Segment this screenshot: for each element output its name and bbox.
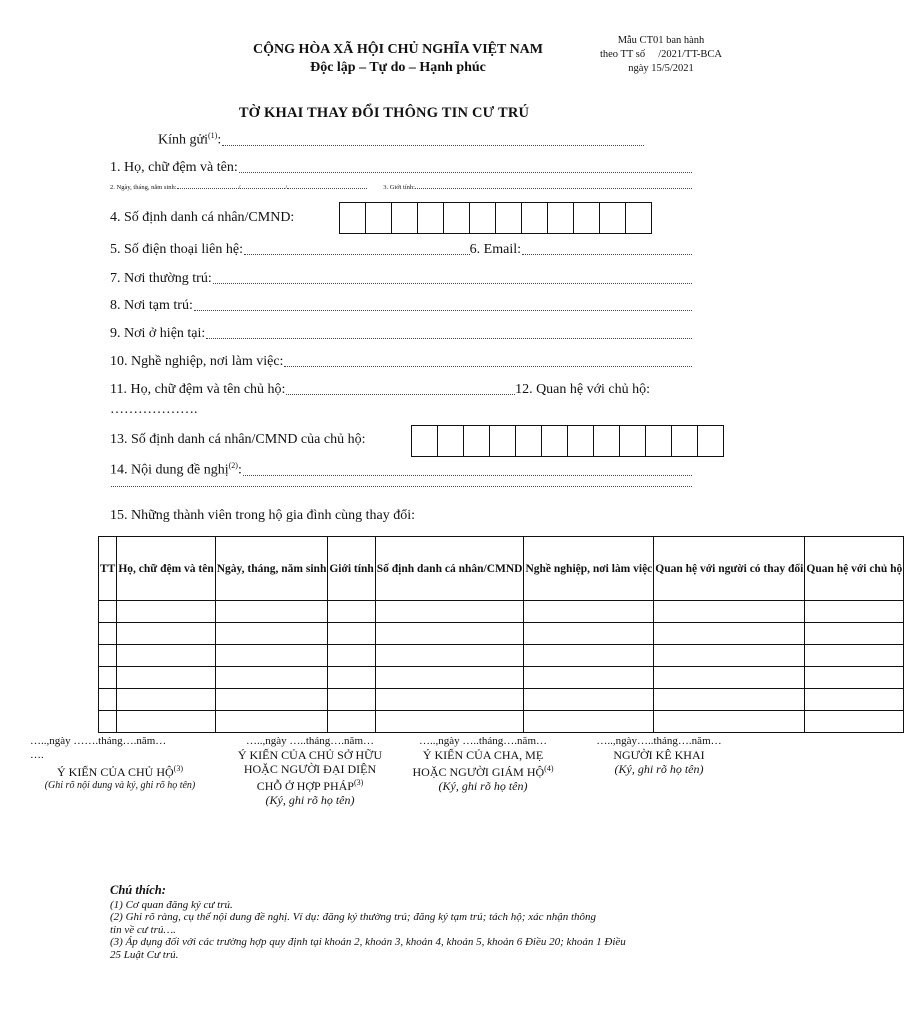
id-digit-box: [522, 203, 548, 233]
full-name-field[interactable]: [110, 160, 692, 176]
signature-note: (Ký, ghi rõ họ tên): [438, 779, 528, 793]
current-residence-field[interactable]: [110, 326, 692, 342]
recipient-field[interactable]: [158, 131, 644, 149]
id-digit-box: [548, 203, 574, 233]
form-code-line-2: theo TT số /2021/TT-BCA: [599, 49, 723, 60]
signature-date: …..,ngày …….tháng….năm…: [30, 735, 167, 747]
table-header-row: [99, 537, 904, 601]
permanent-residence-label: 7. Nơi thường trú:: [110, 271, 212, 286]
nation-title: CỘNG HÒA XÃ HỘI CHỦ NGHĨA VIỆT NAM: [252, 42, 543, 57]
table-row[interactable]: [99, 667, 904, 689]
recipient-label: Kính gửi$^{(1)}$:: [158, 131, 222, 148]
signature-title: Ý KIẾN CỦA CHỦ HỘ$^{(3)}$: [57, 764, 183, 779]
signature-title-1: Ý KIẾN CỦA CHA, MẸ: [422, 748, 544, 762]
signature-date: …..,ngày…..tháng….năm…: [596, 735, 722, 747]
id-number-boxes[interactable]: [339, 202, 652, 234]
job-label: 10. Nghề nghiệp, nơi làm việc:: [110, 354, 284, 369]
temporary-residence-label: 8. Nơi tạm trú:: [110, 298, 193, 313]
footnotes: [110, 884, 710, 961]
table-row[interactable]: [99, 711, 904, 733]
col-header-gender: Giới tính: [328, 537, 375, 601]
col-header-relation-changer: Quan hệ với người có thay đổi: [654, 537, 805, 601]
head-id-digit-box: [412, 426, 438, 456]
members-table: [98, 536, 904, 733]
signature-parent[interactable]: [400, 734, 566, 793]
signature-declarant[interactable]: [582, 734, 736, 776]
signature-date: …..,ngày …..tháng….năm…: [245, 735, 374, 747]
request-continuation[interactable]: [110, 486, 692, 490]
id-digit-box: [470, 203, 496, 233]
head-id-boxes[interactable]: [411, 425, 724, 457]
head-id-digit-box: [594, 426, 620, 456]
head-id-digit-box: [646, 426, 672, 456]
dob-sep-2: /: [285, 184, 288, 191]
household-head-field[interactable]: [110, 382, 650, 398]
id-digit-box: [444, 203, 470, 233]
footnote-2: (2) Ghi rõ ràng, cụ thể nội dung đề nghị. Ví dụ: đăng ký thường trú; đăng ký tạm trú; tách hộ; xác nhận thông: [110, 911, 597, 923]
signature-note: (Ký, ghi rõ họ tên): [265, 793, 355, 807]
table-row[interactable]: [99, 645, 904, 667]
head-id-digit-box: [464, 426, 490, 456]
id-digit-box: [626, 203, 651, 233]
id-digit-box: [600, 203, 626, 233]
id-digit-box: [418, 203, 444, 233]
table-row[interactable]: [99, 689, 904, 711]
permanent-residence-field[interactable]: [110, 271, 692, 287]
col-header-job: Nghề nghiệp, nơi làm việc: [524, 537, 654, 601]
signature-note: (Ký, ghi rõ họ tên): [614, 762, 704, 776]
request-sup: (2): [228, 461, 238, 470]
phone-email-field[interactable]: [110, 242, 692, 258]
head-id-digit-box: [620, 426, 646, 456]
signature-sup: (3): [353, 778, 364, 787]
table-row[interactable]: [99, 623, 904, 645]
household-head-label: 11. Họ, chữ đệm và tên chủ hộ:: [110, 382, 286, 397]
id-digit-box: [366, 203, 392, 233]
form-code-line-3: ngày 15/5/2021: [628, 63, 694, 74]
id-digit-box: [496, 203, 522, 233]
email-label: 6. Email:: [469, 242, 521, 257]
footnote-3: (3) Áp dụng đối với các trường hợp quy định tại khoản 2, khoản 3, khoản 4, khoản 5, khoản 6 Điều 20; khoản 1 Điều: [110, 936, 626, 948]
col-header-tt: TT: [99, 537, 117, 601]
head-id-label: 13. Số định danh cá nhân/CMND của chủ hộ:: [110, 432, 366, 447]
current-residence-label: 9. Nơi ở hiện tại:: [110, 326, 206, 341]
full-name-label: 1. Họ, chữ đệm và tên:: [110, 160, 238, 175]
id-number-label: 4. Số định danh cá nhân/CMND:: [110, 210, 295, 225]
gender-label: 3. Giới tính:: [383, 184, 415, 191]
col-header-relation-head: Quan hệ với chủ hộ: [805, 537, 904, 601]
col-header-dob: Ngày, tháng, năm sinh: [215, 537, 328, 601]
id-digit-box: [392, 203, 418, 233]
col-header-name: Họ, chữ đệm và tên: [117, 537, 215, 601]
signature-title: NGƯỜI KÊ KHAI: [613, 748, 705, 762]
id-digit-box: [574, 203, 600, 233]
dob-label: 2. Ngày, tháng, năm sinh:: [110, 184, 177, 191]
temporary-residence-field[interactable]: [110, 298, 692, 314]
id-digit-box: [340, 203, 366, 233]
head-id-digit-box: [568, 426, 594, 456]
signature-title-1: Ý KIẾN CỦA CHỦ SỞ HỮU: [237, 748, 383, 762]
signature-sup: (4): [544, 764, 554, 773]
footnote-2-cont: tin về cư trú….: [110, 923, 176, 936]
head-id-digit-box: [542, 426, 568, 456]
head-id-digit-box: [516, 426, 542, 456]
recipient-sup: (1): [207, 131, 218, 140]
signature-date-cont: ….: [30, 749, 44, 761]
footnote-1: (1) Cơ quan đăng ký cư trú.: [110, 898, 233, 911]
form-code: [586, 34, 736, 76]
head-id-digit-box: [698, 426, 723, 456]
request-field[interactable]: [110, 461, 692, 479]
head-id-digit-box: [672, 426, 698, 456]
head-id-digit-box: [490, 426, 516, 456]
head-id-digit-box: [438, 426, 464, 456]
members-label: 15. Những thành viên trong hộ gia đình cùng thay đổi:: [110, 508, 416, 523]
signature-title-2: HOẶC NGƯỜI GIÁM HỘ$^{(4)}$: [412, 764, 554, 779]
relation-label: 12. Quan hệ với chủ hộ:: [515, 382, 650, 397]
form-title: TỜ KHAI THAY ĐỔI THÔNG TIN CƯ TRÚ: [238, 105, 530, 121]
phone-label: 5. Số điện thoại liên hệ:: [110, 242, 243, 257]
signature-title-3: CHỖ Ở HỢP PHÁP$^{(3)}$: [256, 778, 364, 793]
footnote-3-cont: 25 Luật Cư trú.: [110, 948, 179, 961]
signature-household-head[interactable]: [30, 734, 210, 793]
signature-note: (Ghi rõ nội dung và ký, ghi rõ họ tên): [44, 780, 196, 791]
dob-gender-field[interactable]: [110, 184, 692, 191]
job-field[interactable]: [110, 354, 692, 370]
table-row[interactable]: [99, 601, 904, 623]
relation-continuation[interactable]: ……………….: [110, 402, 198, 417]
signature-title-2: HOẶC NGƯỜI ĐẠI DIỆN: [243, 762, 377, 776]
signature-sup: (3): [173, 764, 183, 773]
signature-date: …..,ngày …..tháng….năm…: [418, 735, 547, 747]
signature-owner[interactable]: [222, 734, 398, 807]
col-header-id: Số định danh cá nhân/CMND: [375, 537, 524, 601]
motto: Độc lập – Tự do – Hạnh phúc: [310, 60, 486, 75]
request-label: 14. Nội dung đề nghị$^{(2)}$:: [110, 461, 242, 478]
form-code-line-1: Mẫu CT01 ban hành: [617, 35, 705, 46]
dob-sep-1: /: [238, 184, 241, 191]
footnotes-heading: Chú thích:: [110, 883, 166, 897]
